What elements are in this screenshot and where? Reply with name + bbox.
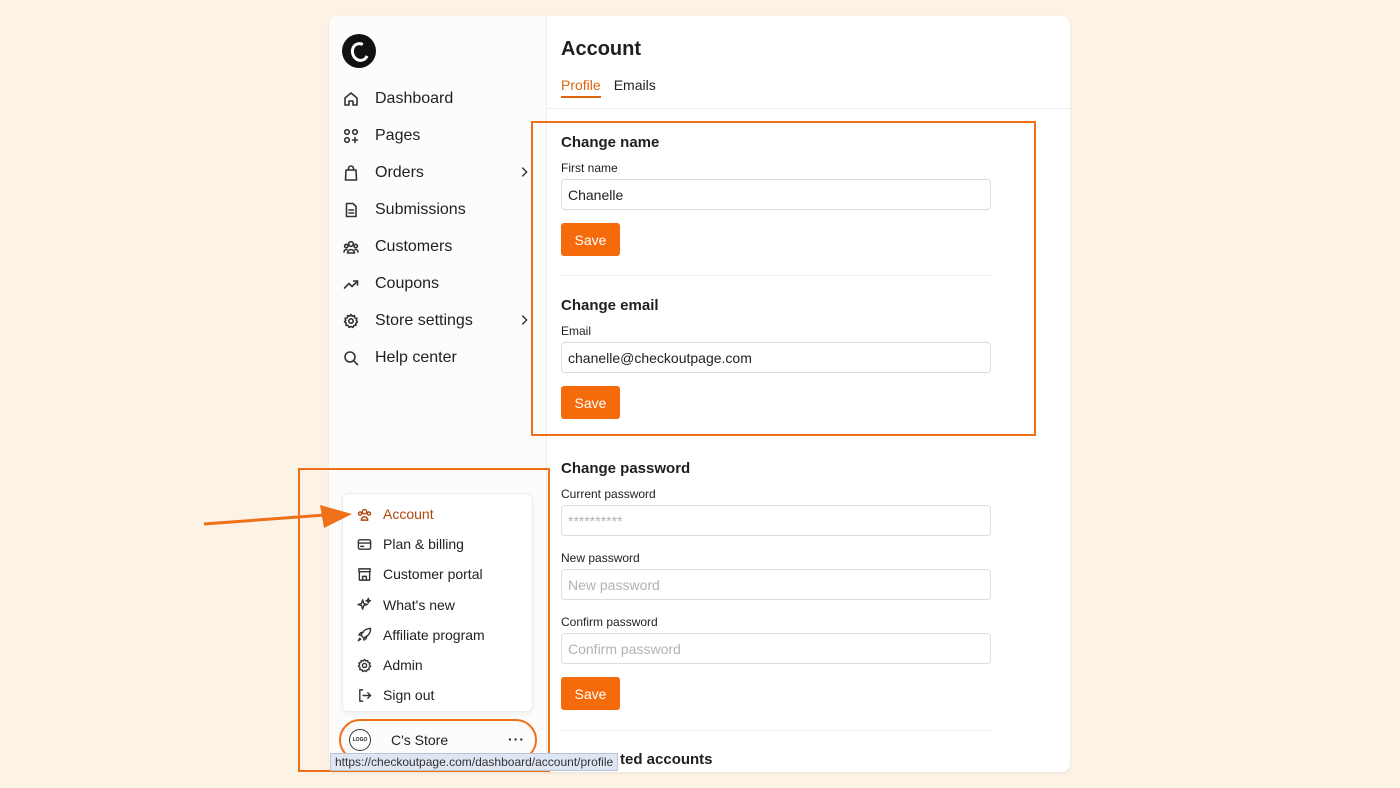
sidebar-item-pages[interactable] — [343, 117, 533, 154]
gear-icon — [343, 313, 375, 329]
home-icon — [343, 91, 375, 107]
current-password-label: Current password — [561, 487, 656, 501]
brand-logo-icon[interactable] — [342, 34, 376, 68]
save-password-button[interactable]: Save — [561, 677, 620, 710]
tab-emails[interactable]: Emails — [613, 77, 656, 93]
users-icon — [343, 239, 375, 255]
bag-icon — [343, 165, 375, 181]
save-name-button[interactable]: Save — [561, 223, 620, 256]
sidebar-item-label: Submissions — [375, 200, 466, 218]
menu-item-label: Affiliate program — [383, 626, 485, 643]
chevron-right-icon — [517, 313, 531, 332]
arrow-icon — [200, 502, 355, 532]
store-name: C's Store — [391, 732, 449, 748]
sidebar-item-label: Customers — [375, 237, 453, 255]
new-password-field[interactable] — [561, 569, 991, 600]
status-url-bar: https://checkoutpage.com/dashboard/account/profile — [330, 753, 618, 771]
new-password-label: New password — [561, 551, 640, 565]
confirm-password-field[interactable] — [561, 633, 991, 664]
tab-profile[interactable]: Profile — [561, 77, 601, 98]
sidebar-item-submissions[interactable] — [343, 191, 533, 228]
avatar: LOGO — [349, 729, 371, 751]
sidebar-item-label: Orders — [375, 163, 424, 181]
change-email-title: Change email — [561, 297, 659, 314]
grid-icon — [343, 128, 375, 144]
change-name-title: Change name — [561, 134, 660, 151]
sidebar-item-coupons[interactable] — [343, 265, 533, 302]
chevron-right-icon — [517, 165, 531, 184]
confirm-password-label: Confirm password — [561, 615, 658, 629]
menu-item-label: Plan & billing — [383, 536, 464, 553]
tabs-divider — [547, 108, 1070, 109]
sidebar-item-orders[interactable] — [343, 154, 533, 191]
menu-item-label: Account — [383, 506, 434, 523]
save-email-button[interactable]: Save — [561, 386, 620, 419]
change-password-title: Change password — [561, 460, 691, 477]
section-divider — [561, 730, 991, 731]
search-icon — [343, 350, 375, 366]
sidebar-nav — [343, 80, 533, 376]
tab-bar — [561, 77, 656, 98]
menu-item-label: Admin — [383, 657, 423, 674]
menu-item-label: Sign out — [383, 687, 435, 704]
sidebar-item-label: Dashboard — [375, 89, 454, 107]
sidebar-item-customers[interactable] — [343, 228, 533, 265]
sidebar-item-store-settings[interactable] — [343, 302, 533, 339]
connected-accounts-title: ted accounts — [620, 751, 713, 768]
page-title: Account — [561, 38, 641, 60]
document-icon — [343, 202, 375, 218]
menu-item-label: What's new — [383, 596, 455, 613]
sidebar-item-label: Coupons — [375, 274, 440, 292]
highlight-box-profile-forms — [531, 121, 1036, 436]
sidebar-item-help-center[interactable] — [343, 339, 533, 376]
trending-icon — [343, 276, 375, 292]
first-name-label: First name — [561, 161, 618, 175]
more-options-icon[interactable]: ··· — [508, 731, 525, 747]
menu-item-label: Customer portal — [383, 566, 483, 583]
current-password-field[interactable] — [561, 505, 991, 536]
sidebar-item-dashboard[interactable] — [343, 80, 533, 117]
sidebar-item-label: Store settings — [375, 311, 473, 329]
email-label: Email — [561, 324, 592, 338]
sidebar-item-label: Help center — [375, 348, 457, 366]
sidebar-item-label: Pages — [375, 126, 421, 144]
